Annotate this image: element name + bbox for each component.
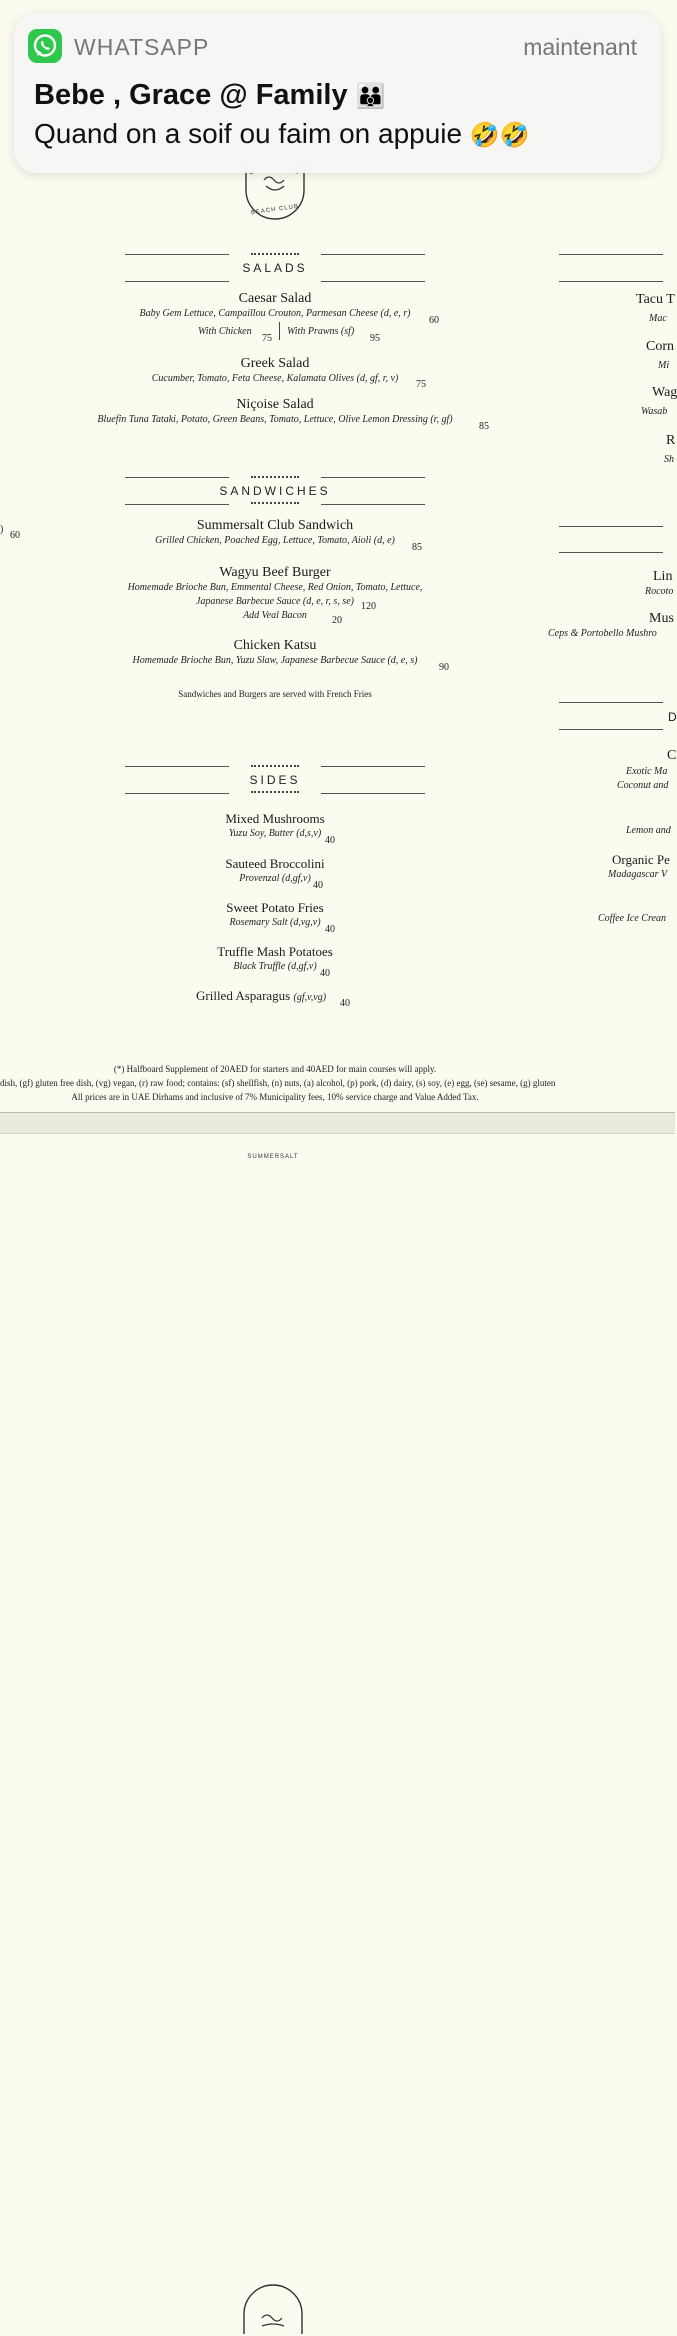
item-desc: Yuzu Soy, Butter (d,s,v)	[228, 828, 322, 839]
whatsapp-notification[interactable]	[14, 13, 661, 173]
item-desc: Baby Gem Lettuce, Campaillou Crouton, Parmesan Cheese (d, e, r)	[139, 308, 411, 319]
item-desc: Homemade Brioche Bun, Yuzu Slaw, Japanese Barbecue Sauce (d, e, s)	[132, 655, 418, 666]
item-desc-2: Japanese Barbecue Sauce (d, e, r, s, se)	[195, 596, 354, 607]
right-item-desc: Sh	[664, 454, 674, 465]
item-price: 60	[429, 315, 439, 326]
item-price: 40	[320, 968, 330, 979]
right-divider	[559, 702, 663, 703]
menu-item-truffle-mash	[40, 944, 510, 974]
family-emoji: 👪	[355, 82, 386, 110]
right-item-desc: Madagascar V	[608, 869, 668, 880]
menu-item-caesar-salad	[40, 291, 510, 321]
footer-halfboard: (*) Halfboard Supplement of 20AED for starters and 40AED for main courses will apply.	[113, 1064, 437, 1074]
item-price: 40	[340, 998, 350, 1009]
menu-item-nicoise-salad	[40, 397, 510, 427]
option-chicken: With Chicken	[198, 326, 252, 337]
item-price: 40	[313, 880, 323, 891]
item-desc: Cucumber, Tomato, Feta Cheese, Kalamata Olives (d, gf, r, v)	[151, 373, 399, 384]
right-item: C	[667, 748, 677, 763]
item-price: 85	[412, 542, 422, 553]
item-name: Sauteed Broccolini	[225, 856, 325, 871]
footer-prices-note: All prices are in UAE Dirhams and inclusive of 7% Municipality fees, 10% service charge and Value Added Tax.	[71, 1092, 479, 1102]
menu-item-broccolini	[40, 856, 510, 886]
item-name: Greek Salad	[240, 356, 310, 371]
item-desc: Black Truffle (d,gf,v)	[233, 961, 317, 972]
logo-text-2: SUMMERSALT	[247, 1154, 299, 1160]
item-name: Summersalt Club Sandwich	[196, 518, 354, 533]
right-item-desc: Exotic Ma	[626, 766, 668, 777]
right-section-title: D	[668, 710, 677, 724]
right-item-desc: Wasab	[641, 406, 668, 417]
item-desc: Bluefin Tuna Tataki, Potato, Green Beans, Tomato, Lettuce, Olive Lemon Dressing (r, gf)	[97, 414, 453, 425]
item-name: Caesar Salad	[238, 291, 312, 306]
right-item-desc: Coconut and	[617, 780, 669, 791]
menu-item-greek-salad	[40, 356, 510, 386]
whatsapp-icon	[28, 29, 62, 63]
item-desc: Rosemary Salt (d,vg,v)	[229, 917, 321, 928]
item-desc: (gf,v,vg)	[293, 992, 327, 1003]
addon-price: 20	[332, 615, 342, 626]
right-item: Tacu T	[636, 292, 675, 307]
option-chicken-price: 75	[262, 333, 272, 344]
item-desc: Provenzal (d,gf,v)	[239, 873, 311, 884]
menu-item-club-sandwich	[40, 518, 510, 548]
sandwiches-header	[125, 471, 425, 511]
right-item: Wag	[652, 385, 677, 400]
notification-message	[34, 118, 530, 150]
notification-title	[34, 79, 386, 112]
right-item-desc: Ceps & Portobello Mushro	[548, 628, 657, 639]
right-item: Lin	[653, 569, 673, 584]
sides-header	[125, 760, 425, 800]
item-price: 75	[416, 379, 426, 390]
right-divider	[559, 729, 663, 730]
right-divider	[559, 526, 663, 527]
item-name: Wagyu Beef Burger	[219, 565, 331, 580]
item-name: Truffle Mash Potatoes	[217, 944, 333, 959]
item-name: Grilled Asparagus	[196, 988, 291, 1003]
item-name: Niçoise Salad	[236, 397, 314, 412]
right-divider	[559, 552, 663, 553]
option-prawns: With Prawns (sf)	[287, 326, 355, 337]
left-fragment: )	[0, 524, 4, 535]
right-item: Organic Pe	[612, 852, 670, 867]
menu-item-wagyu-burger	[40, 565, 510, 623]
option-divider	[279, 322, 280, 340]
right-item: Corn	[646, 339, 674, 354]
sides-title: SIDES	[249, 773, 301, 787]
notification-time: maintenant	[523, 34, 637, 60]
right-item: R	[666, 433, 676, 448]
menu-item-sweet-potato-fries	[40, 900, 510, 930]
item-price: 85	[479, 421, 489, 432]
notification-app-name: WHATSAPP	[74, 34, 210, 60]
right-item-desc: Mac	[649, 313, 667, 324]
salads-header	[125, 248, 425, 288]
right-item: Mus	[649, 611, 674, 626]
notification-message-text: Quand on a soif ou faim on appuie	[34, 118, 463, 149]
option-prawns-price: 95	[370, 333, 380, 344]
item-desc: Grilled Chicken, Poached Egg, Lettuce, Tomato, Aioli (d, e)	[155, 535, 395, 546]
item-name: Chicken Katsu	[233, 638, 317, 653]
item-price: 90	[439, 662, 449, 673]
item-price: 40	[325, 835, 335, 846]
right-item-desc: Lemon and	[626, 825, 671, 836]
item-price: 120	[361, 601, 376, 612]
summersalt-logo	[238, 2284, 308, 2336]
notification-title-text: Bebe , Grace @ Family	[34, 79, 348, 111]
item-addon: Add Veal Bacon	[243, 610, 307, 621]
right-item-desc: Rocoto	[645, 586, 674, 597]
item-name: Sweet Potato Fries	[226, 900, 324, 915]
left-fragment-price: 60	[10, 530, 20, 541]
menu-item-grilled-asparagus	[196, 988, 326, 1004]
right-divider	[559, 254, 663, 255]
next-menu-page	[0, 1133, 675, 1201]
salads-title: SALADS	[242, 261, 308, 275]
item-price: 40	[325, 924, 335, 935]
sandwiches-note: Sandwiches and Burgers are served with French Fries	[178, 689, 372, 699]
logo-text: BEACH CLUB	[250, 203, 300, 217]
page-gap	[0, 1113, 675, 1133]
item-name: Mixed Mushrooms	[225, 811, 325, 826]
footer-legend: dish, (gf) gluten free dish, (vg) vegan, (r) raw food; contains: (sf) shellfish, (n) nuts, (a) alcohol, (p) pork, (d) dairy, (s) soy, (e) egg, (se) sesame, (g) gluten	[0, 1078, 556, 1088]
item-desc: Homemade Brioche Bun, Emmental Cheese, Red Onion, Tomato, Lettuce,	[127, 582, 423, 593]
menu-item-mixed-mushrooms	[40, 811, 510, 841]
right-item-desc: Mi	[658, 360, 670, 371]
laughing-emoji: 🤣🤣	[469, 122, 530, 150]
sandwiches-title: SANDWICHES	[219, 484, 331, 498]
right-item-desc: Coffee Ice Crean	[598, 913, 666, 924]
right-divider	[559, 281, 663, 282]
